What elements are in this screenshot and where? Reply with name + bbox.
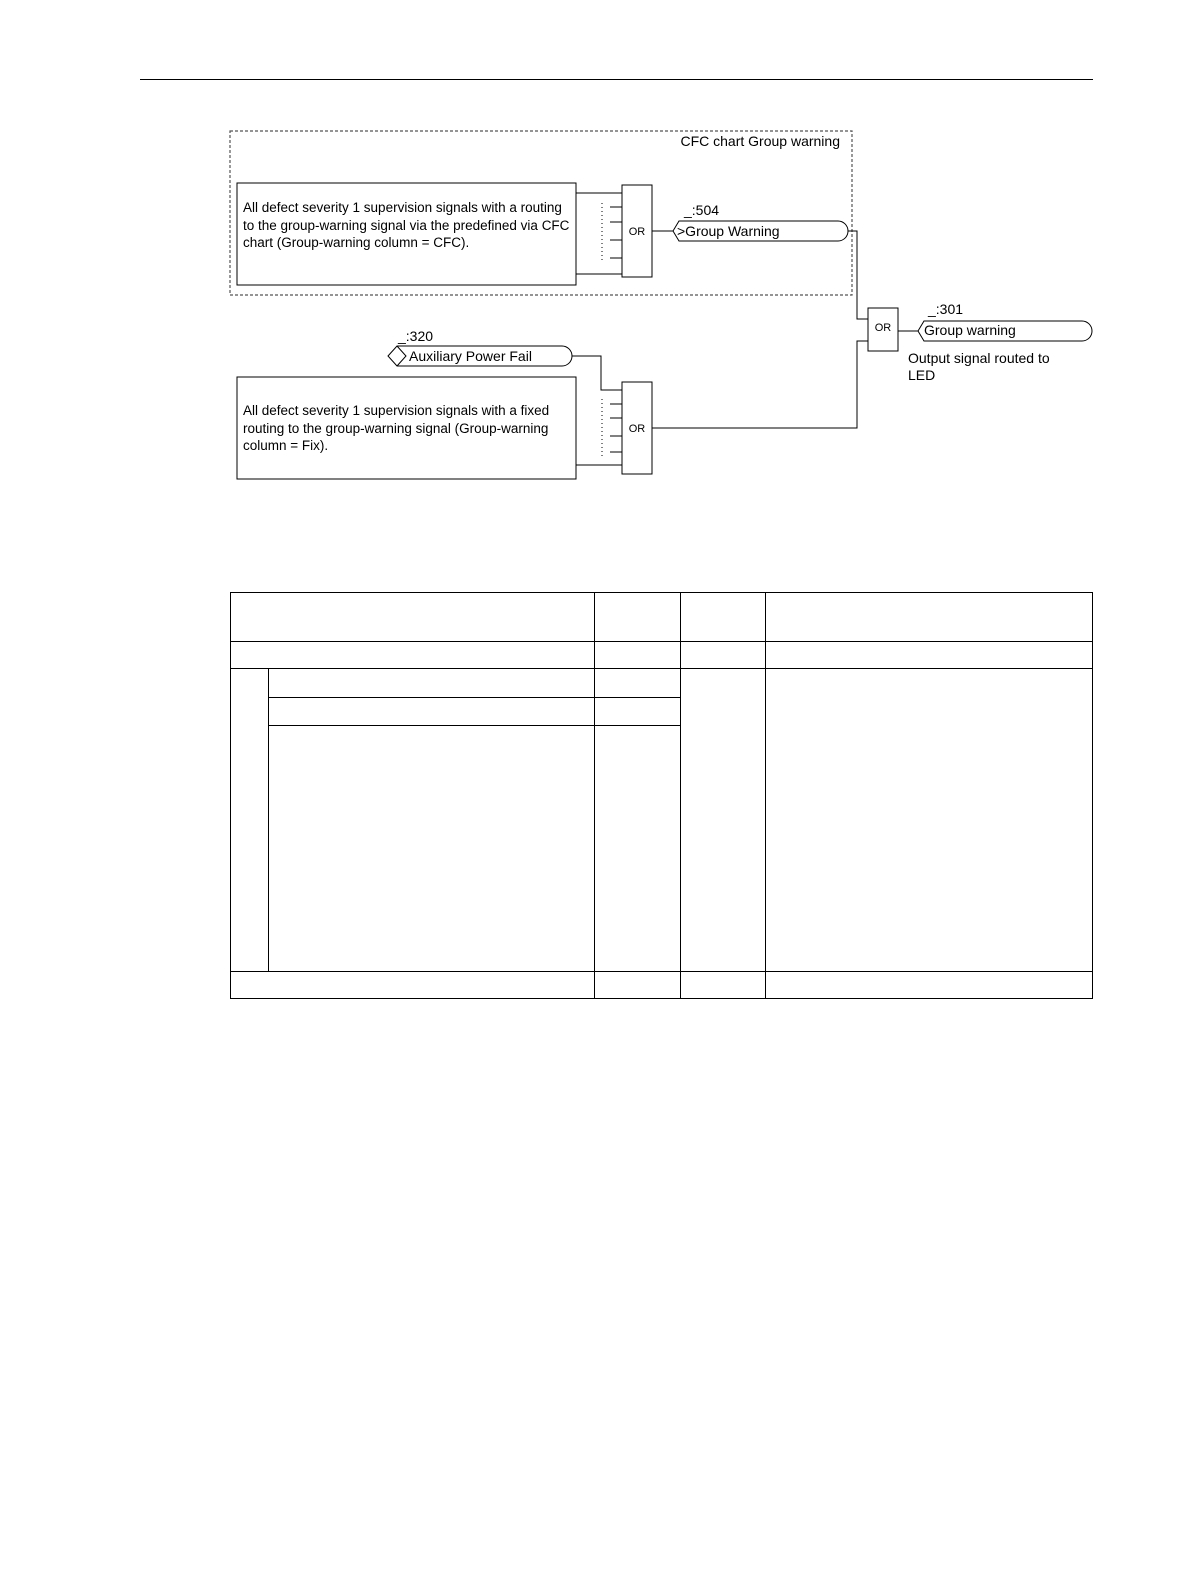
logic-diagram [0, 0, 1191, 520]
box-cfc-text: All defect severity 1 supervision signals with a routing to the group-warning signal via the predefined via CFC chart (Group-warning column = CFC). [243, 200, 570, 250]
table-rule [680, 592, 681, 999]
table-rule [594, 592, 595, 999]
table-rule [230, 668, 1093, 669]
signal-320-number: _:320 [398, 328, 434, 344]
signal-301-name: Group warning [924, 322, 1016, 338]
signal-301-number: _:301 [928, 301, 964, 317]
table-rule [230, 998, 1093, 999]
signal-504-number: _:504 [684, 202, 720, 218]
signal-504-name: >Group Warning [677, 223, 780, 239]
table-rule [1092, 592, 1093, 999]
output-note-line1: Output signal routed to [908, 350, 1050, 366]
table-rule [230, 971, 1093, 972]
or-gate-fix-label: OR [628, 423, 646, 435]
table-rule [268, 697, 680, 698]
or-gate-final-label: OR [874, 322, 892, 334]
table-rule [230, 641, 1093, 642]
table-rule [765, 592, 766, 999]
output-note-line2: LED [908, 367, 936, 383]
or-gate-cfc-label: OR [628, 226, 646, 238]
table-rule [268, 725, 680, 726]
box-fix-text: All defect severity 1 supervision signals with a fixed routing to the group-warning signal (Group-warning column = Fix). [243, 403, 550, 453]
signal-320-name: Auxiliary Power Fail [409, 348, 532, 364]
cfc-chart-title: CFC chart Group warning [680, 133, 840, 149]
table-rule [268, 668, 269, 971]
table-rule [230, 592, 1093, 593]
table-rule [230, 592, 231, 999]
